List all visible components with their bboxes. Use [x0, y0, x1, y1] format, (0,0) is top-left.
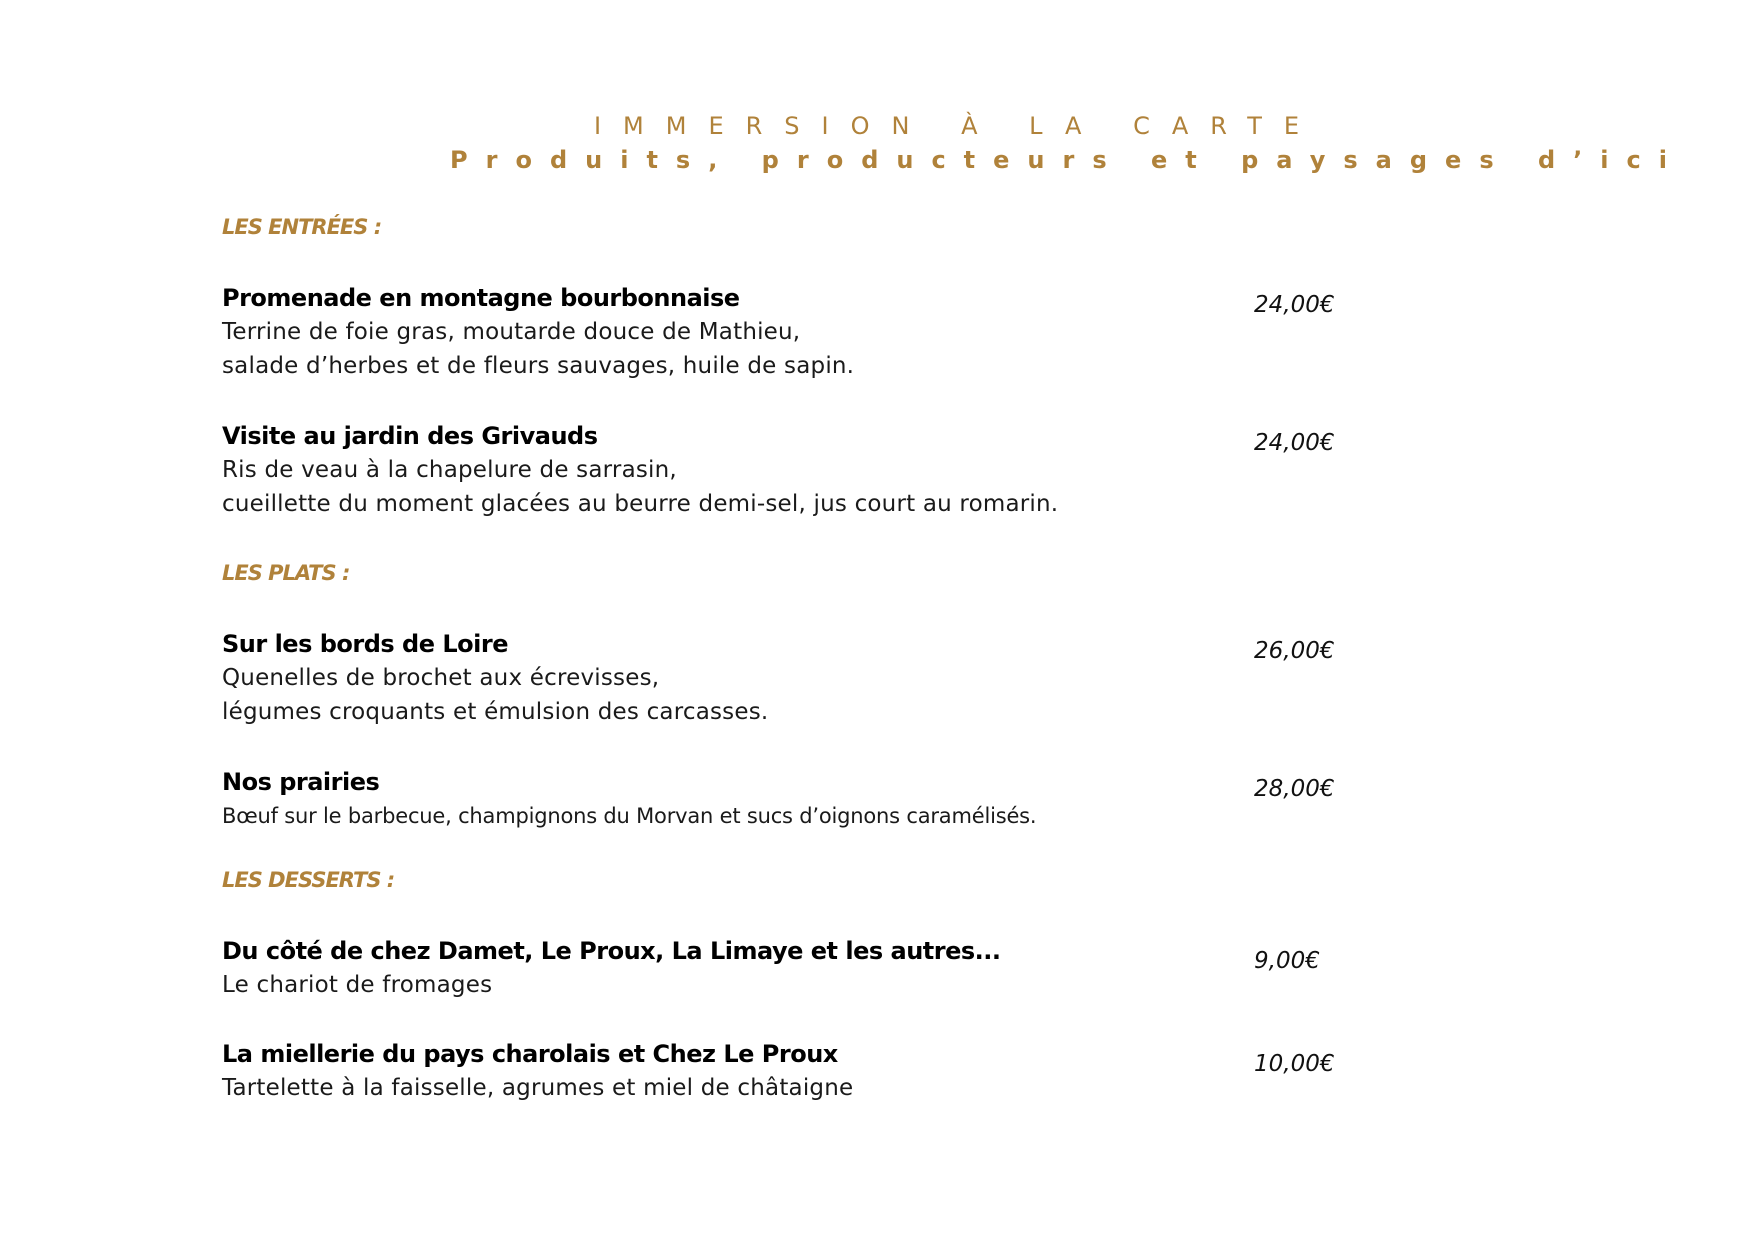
menu-title: IMMERSION À LA CARTE: [593, 112, 1322, 140]
section-title-entrees: LES ENTRÉES :: [222, 215, 382, 239]
menu-item: [222, 765, 1372, 833]
dish-name: Promenade en montagne bourbonnaise: [222, 284, 740, 312]
menu-item: [222, 281, 1372, 383]
dish-price: 26,00€: [1254, 638, 1335, 664]
menu-subtitle: Produits, producteurs et paysages d’ici: [450, 146, 1685, 174]
dish-price: 9,00€: [1254, 948, 1320, 974]
dish-description: Terrine de foie gras, moutarde douce de Mathieu,: [222, 319, 801, 345]
dish-description: Le chariot de fromages: [222, 972, 493, 998]
dish-description: Ris de veau à la chapelure de sarrasin,: [222, 457, 677, 483]
dish-description: Quenelles de brochet aux écrevisses,: [222, 665, 660, 691]
menu-item: [222, 934, 1372, 1002]
dish-price: 24,00€: [1254, 430, 1335, 456]
menu-item: [222, 419, 1372, 521]
dish-name: Du côté de chez Damet, Le Proux, La Limaye et les autres...: [222, 937, 1001, 965]
section-title-desserts: LES DESSERTS :: [222, 868, 395, 892]
dish-price: 24,00€: [1254, 292, 1335, 318]
dish-description: salade d’herbes et de fleurs sauvages, huile de sapin.: [222, 353, 855, 379]
dish-description: légumes croquants et émulsion des carcasses.: [222, 699, 769, 725]
dish-name: Visite au jardin des Grivauds: [222, 422, 598, 450]
dish-name: Nos prairies: [222, 768, 380, 796]
dish-name: La miellerie du pays charolais et Chez Le Proux: [222, 1040, 838, 1068]
dish-description: Bœuf sur le barbecue, champignons du Morvan et sucs d’oignons caramélisés.: [222, 804, 1037, 828]
dish-price: 28,00€: [1254, 776, 1335, 802]
dish-price: 10,00€: [1254, 1051, 1335, 1077]
dish-description: Tartelette à la faisselle, agrumes et miel de châtaigne: [222, 1075, 854, 1101]
menu-item: [222, 627, 1372, 729]
menu-item: [222, 1037, 1372, 1105]
dish-name: Sur les bords de Loire: [222, 630, 508, 658]
section-title-plats: LES PLATS :: [222, 561, 350, 585]
dish-description: cueillette du moment glacées au beurre demi-sel, jus court au romarin.: [222, 491, 1059, 517]
